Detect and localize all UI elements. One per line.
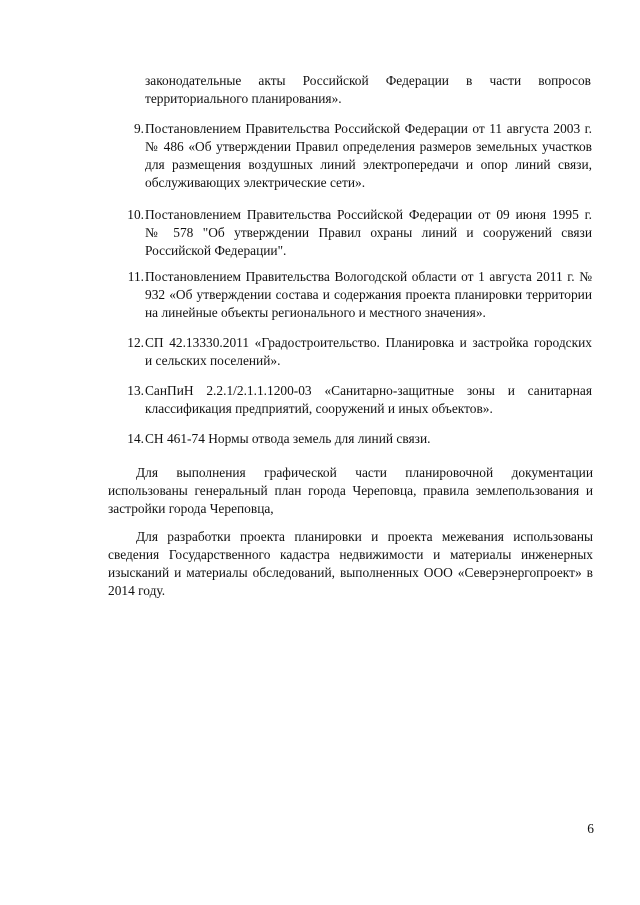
text-line: Для разработки проекта планировки и проекта межевания использованы (136, 529, 593, 544)
text-line: Постановлением Правительства Вологодской области от 1 августа 2011 г. № (145, 269, 592, 284)
list-item-number: 9. (133, 121, 144, 136)
text-line: использованы генеральный план города Череповца, правила землепользования и (108, 483, 593, 498)
list-item-text (145, 382, 592, 418)
text-line: 932 «Об утверждении состава и содержания проекта планировки территории (145, 287, 592, 302)
text-line: СН 461-74 Нормы отвода земель для линий связи. (145, 431, 431, 446)
text-line: законодательные акты Российской Федерации в части вопросов (145, 73, 591, 88)
text-line: на линейные объекты регионального и местного значения». (145, 305, 486, 320)
text-line: Российской Федерации". (145, 243, 287, 258)
text-line: классификация предприятий, сооружений и иных объектов». (145, 401, 493, 416)
list-item-number: 11. (127, 269, 144, 284)
text-line: Постановлением Правительства Российской Федерации от 11 августа 2003 г. (145, 121, 592, 136)
list-item-text (145, 430, 592, 448)
text-line: Для выполнения графической части планировочной документации (136, 465, 593, 480)
list-item-number: 10. (127, 207, 144, 222)
text-line: застройки города Череповца, (108, 501, 274, 516)
text-line: СанПиН 2.2.1/2.1.1.1200-03 «Санитарно-защитные зоны и санитарная (145, 383, 592, 398)
list-item-text (145, 120, 592, 192)
text-line: изысканий и материалы обследований, выполненных ООО «Северэнергопроект» в (108, 565, 593, 580)
paragraph-graphic-part (108, 464, 593, 518)
text-line: обслуживающих электрические сети». (145, 175, 366, 190)
text-line: СП 42.13330.2011 «Градостроительство. Планировка и застройка городских (145, 335, 592, 350)
list-item-number: 14. (127, 431, 144, 446)
text-line: для размещения воздушных линий электропередачи и опор линий связи, (145, 157, 592, 172)
list-item-text (145, 268, 592, 322)
list-item-number: 12. (127, 335, 144, 350)
list-item-text (145, 334, 592, 370)
text-line: территориального планирования». (145, 91, 342, 106)
text-line: № 486 «Об утверждении Правил определения размеров земельных участков (145, 139, 592, 154)
continuation-text (145, 72, 591, 108)
page-number: 6 (587, 821, 594, 836)
paragraph-sources (108, 528, 593, 600)
list-item-text (145, 206, 592, 260)
text-line: № 578 "Об утверждении Правил охраны линий и сооружений связи (145, 225, 592, 240)
text-line: и сельских поселений». (145, 353, 281, 368)
list-item-number: 13. (127, 383, 144, 398)
text-line: Постановлением Правительства Российской Федерации от 09 июня 1995 г. (145, 207, 592, 222)
text-line: сведения Государственного кадастра недвижимости и материалы инженерных (108, 547, 593, 562)
text-line: 2014 году. (108, 583, 166, 598)
